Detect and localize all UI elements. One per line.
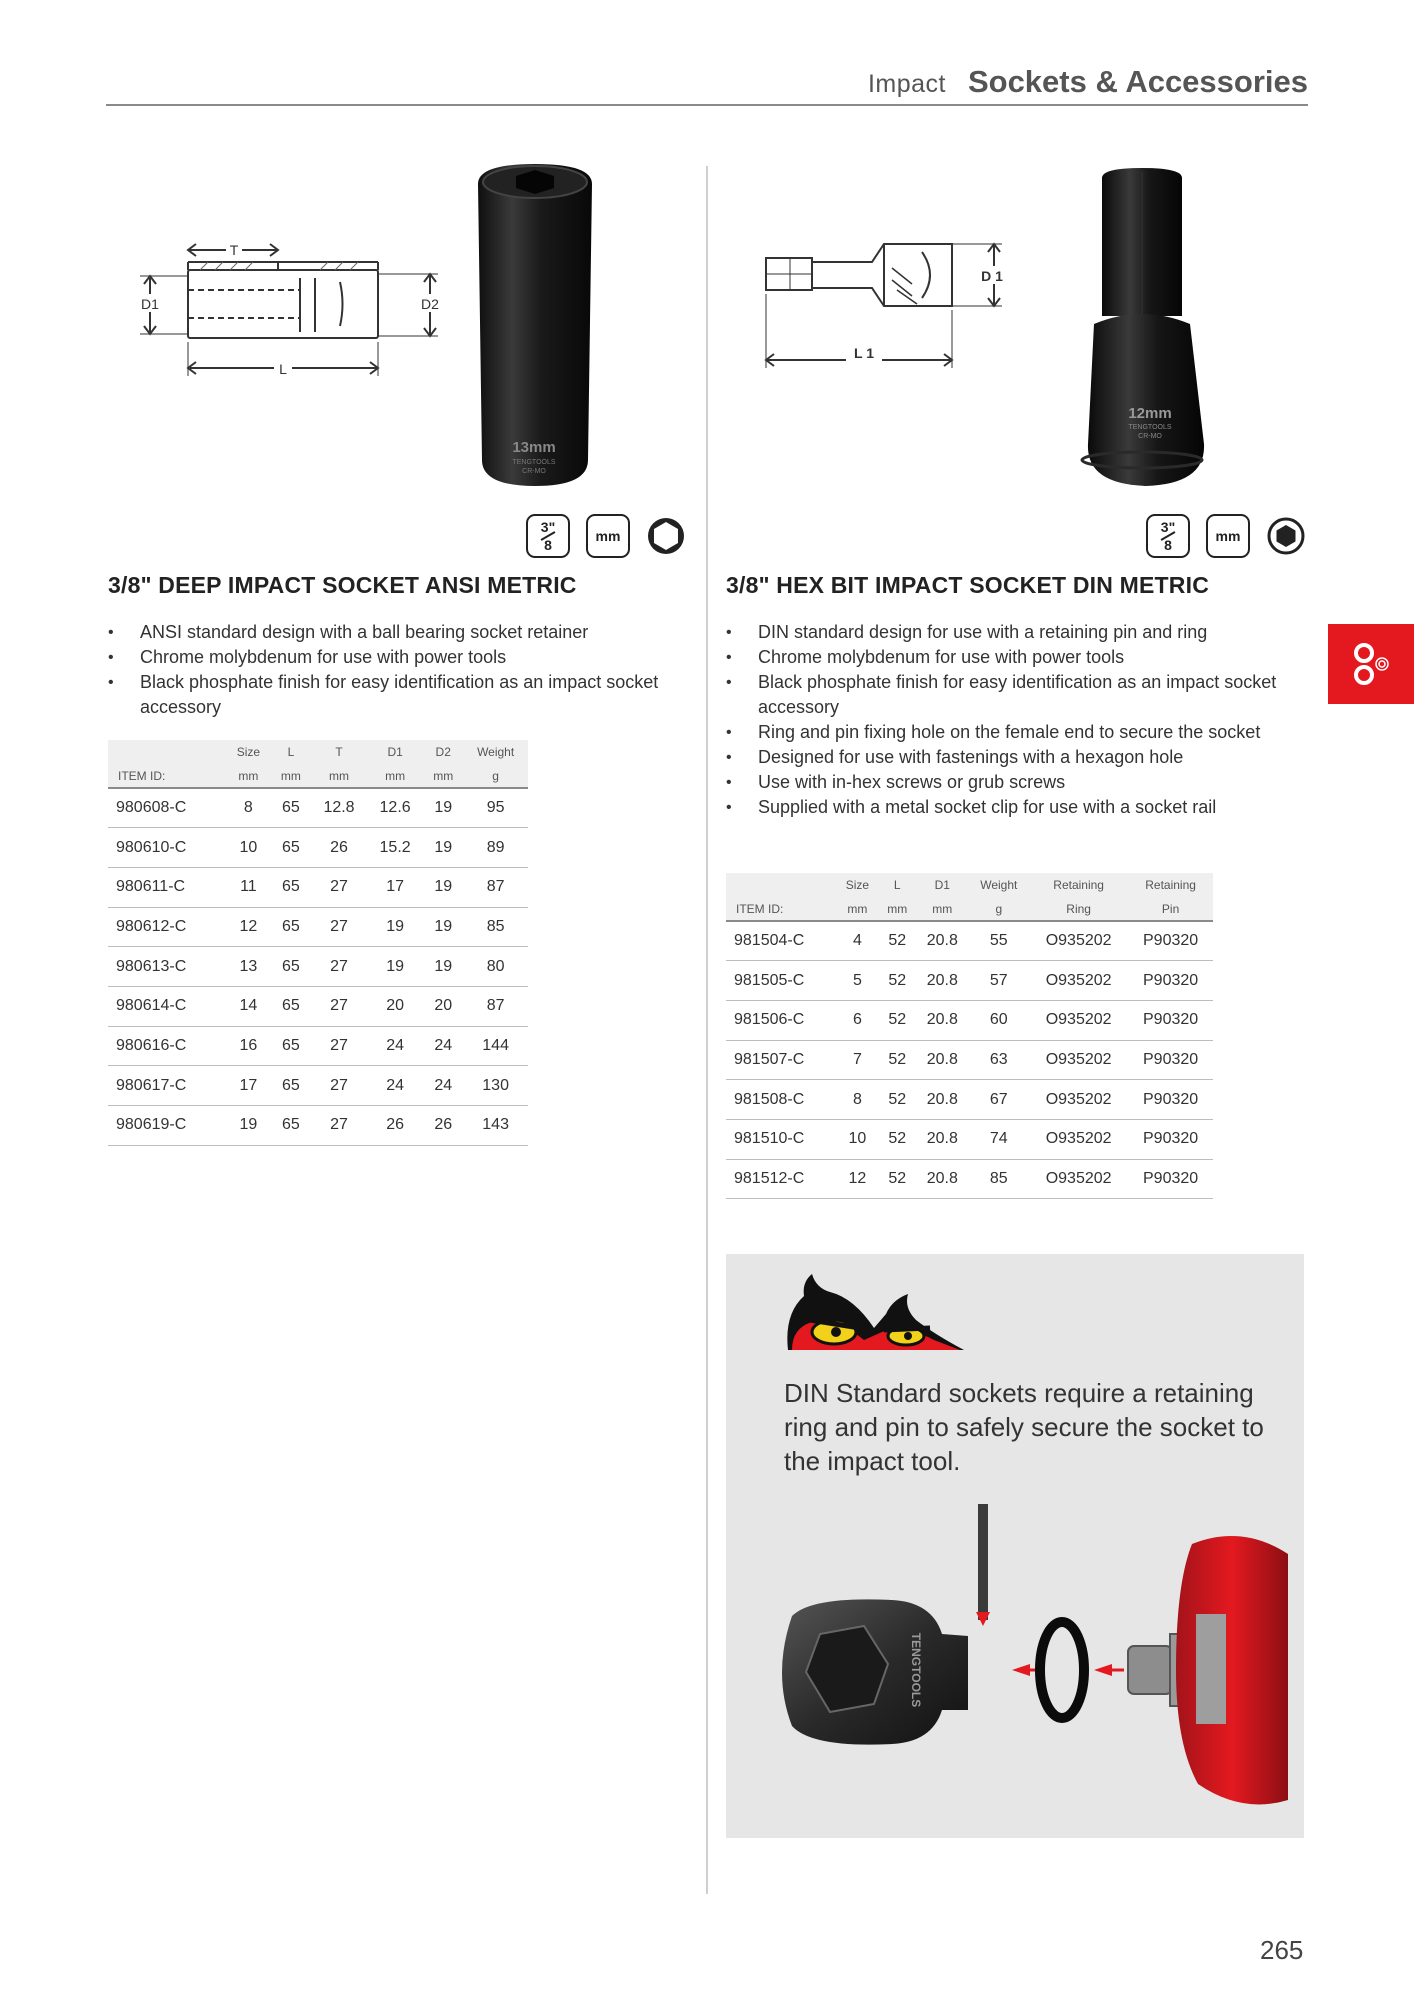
left-spec-table: Size L T D1 D2 Weight ITEM ID: mm mm mm mm mm g 980608-C 8 65 12.8 12.6 19 95 980610-C 10 65 26 15.2 19 89 980611-C 11 65 27 17 19 87 980612-C 12 65 27 19 19 85 980613-C 13 65 27 19 19 80 980614-C 14 65 27 20 20 87 980616-C 16 65 27 24 24 144 980617-C 17 65 27 24 24 130 980619-C 19 65 27 26 26 143 [108,740,528,1146]
table-row: 980617-C 17 65 27 24 24 130 [108,1066,528,1106]
table-row: 980619-C 19 65 27 26 26 143 [108,1106,528,1146]
mascot-eyes-icon [784,1274,968,1354]
left-feature-list [106,620,676,720]
din-info-text: DIN Standard sockets require a retaining ring and pin to safely secure the socket to the impact tool. [784,1378,1264,1476]
table-row: 981507-C 7 52 20.8 63 O935202 P90320 [726,1040,1213,1080]
drawing-label-t: T [229,242,239,258]
table-row: 981506-C 6 52 20.8 60 O935202 P90320 [726,1000,1213,1040]
feature-item: • Ring and pin fixing hole on the female end to secure the socket [724,720,1304,745]
deep-socket-material: CR-MO [522,468,546,475]
feature-item: • Use with in-hex screws or grub screws [724,770,1304,795]
feature-item: • ANSI standard design with a ball bearing socket retainer [106,620,676,645]
drawing-label-l: L [279,361,287,377]
left-product-title: 3/8" DEEP IMPACT SOCKET ANSI METRIC [108,572,577,598]
metric-badge: mm [1206,514,1250,558]
table-row: 981505-C 5 52 20.8 57 O935202 P90320 [726,961,1213,1001]
header-title: Sockets & Accessories [967,64,1308,99]
deep-socket-photo [470,160,600,490]
hex-bit-icon [1266,516,1306,556]
table-row: 980611-C 11 65 27 17 19 87 [108,867,528,907]
feature-item: • Chrome molybdenum for use with power tools [106,645,676,670]
assembly-socket-brand: TENGTOOLS [909,1632,923,1708]
feature-item: • Chrome molybdenum for use with power tools [724,645,1304,670]
drawing-label-l1: L 1 [854,345,874,361]
socket-section-icon [1352,641,1396,687]
six-point-icon [646,516,686,556]
drive-size-badge: 3" 8 [526,514,570,558]
table-row: 981510-C 10 52 20.8 74 O935202 P90320 [726,1119,1213,1159]
feature-item: • DIN standard design for use with a retaining pin and ring [724,620,1304,645]
table-row: 980616-C 16 65 27 24 24 144 [108,1026,528,1066]
right-product-title: 3/8" HEX BIT IMPACT SOCKET DIN METRIC [726,572,1210,598]
table-row: 981504-C 4 52 20.8 55 O935202 P90320 [726,921,1213,961]
metric-badge: mm [586,514,630,558]
hex-bit-socket-photo [1076,164,1216,494]
right-badges [1146,514,1306,558]
table-row: 981508-C 8 52 20.8 67 O935202 P90320 [726,1080,1213,1120]
table-row: 980613-C 13 65 27 19 19 80 [108,947,528,987]
right-spec-table: Size L D1 Weight Retaining Retaining ITEM ID: mm mm mm g Ring Pin 981504-C 4 52 20.8 55 O935202 P90320 981505-C 5 52 20.8 57 O935202 P90320 981506-C 6 52 20.8 60 O935202 P90320 981507-C 7 52 20.8 63 O935202 P90320 981508-C 8 52 20.8 67 O935202 P90320 981510-C 10 52 20.8 74 O935202 P90320 981512-C 12 52 20.8 85 O935202 P90320 [726,873,1213,1199]
table-row: 980610-C 10 65 26 15.2 19 89 [108,828,528,868]
deep-socket-technical-drawing [140,232,450,382]
hex-bit-technical-drawing [762,236,1022,372]
left-badges [526,514,686,558]
hex-bit-material: CR-MO [1138,433,1162,440]
header-subtitle: Impact [867,70,946,98]
hex-bit-size-label: 12mm [1128,405,1172,422]
page-number: 265 [1260,1935,1304,1965]
page-header [106,60,1308,106]
feature-item: • Designed for use with fastenings with a hexagon hole [724,745,1304,770]
drawing-label-d2: D2 [421,296,439,312]
hex-bit-brand: TENGTOOLS [1128,424,1172,431]
deep-socket-size-label: 13mm [512,439,556,456]
table-row: 980614-C 14 65 27 20 20 87 [108,986,528,1026]
feature-item: • Black phosphate finish for easy identification as an impact socket accessory [724,670,1304,720]
feature-item: • Supplied with a metal socket clip for use with a socket rail [724,795,1304,820]
drawing-label-d1: D 1 [981,268,1003,284]
section-tab [1328,624,1414,704]
drawing-label-d1: D1 [141,296,159,312]
table-row: 980608-C 8 65 12.8 12.6 19 95 [108,788,528,828]
drive-size-badge: 3" 8 [1146,514,1190,558]
feature-item: • Black phosphate finish for easy identification as an impact socket accessory [106,670,676,720]
deep-socket-brand: TENGTOOLS [512,459,556,466]
din-info-box [726,1254,1304,1838]
din-assembly-illustration [772,1504,1292,1820]
right-feature-list [724,620,1304,820]
column-divider [706,166,708,1894]
table-row: 980612-C 12 65 27 19 19 85 [108,907,528,947]
table-row: 981512-C 12 52 20.8 85 O935202 P90320 [726,1159,1213,1199]
